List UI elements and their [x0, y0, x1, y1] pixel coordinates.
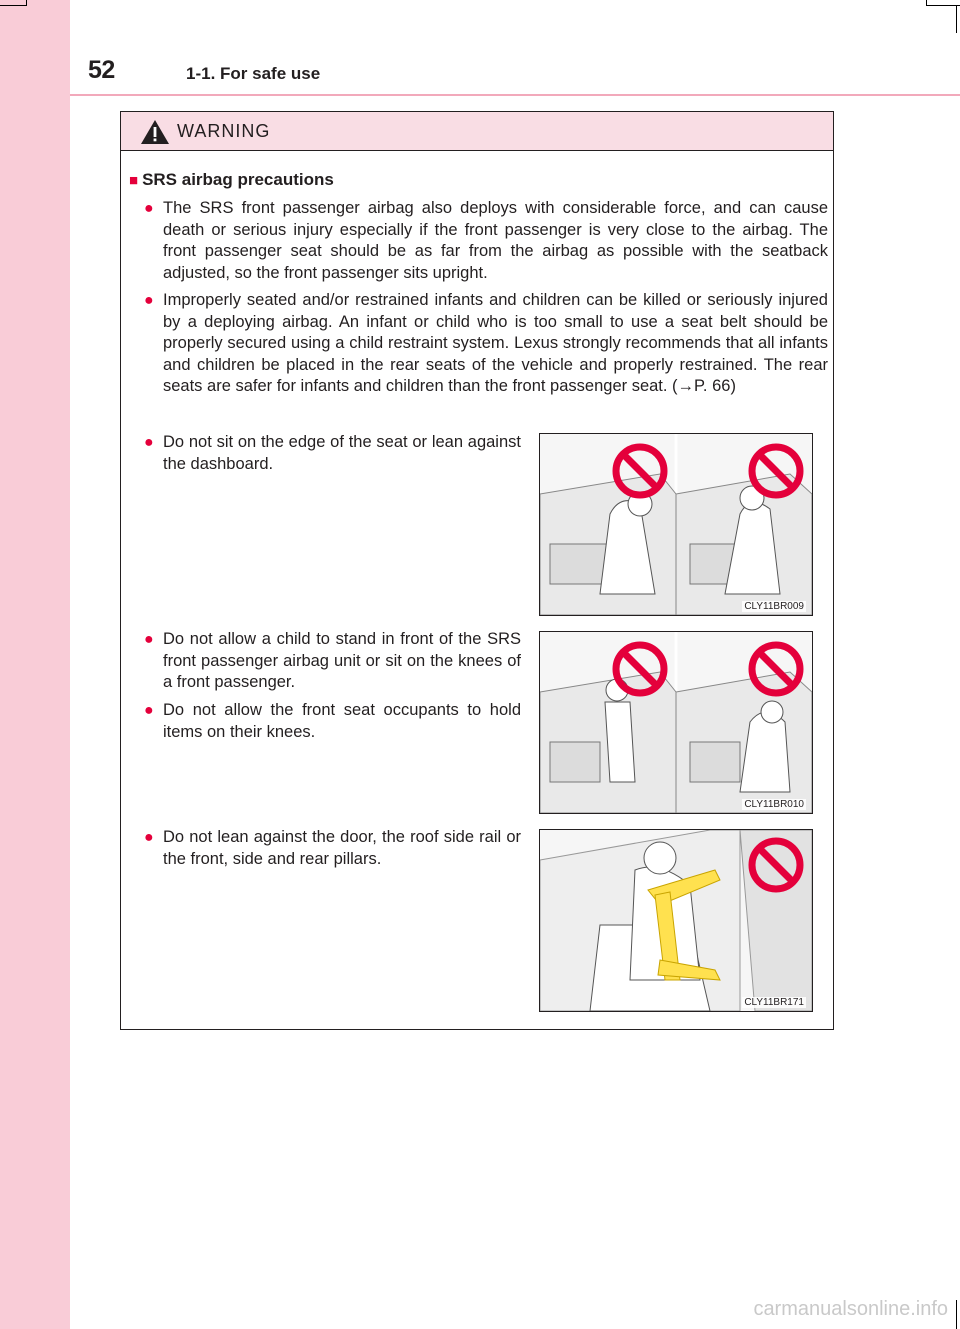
illustration-leaning-door — [539, 829, 813, 1012]
bullet-item — [144, 827, 521, 870]
illustration-code: CLY11BR010 — [744, 799, 804, 810]
bullet-item — [144, 700, 521, 743]
section-title: 1-1. For safe use — [186, 64, 321, 83]
bullet-text: Do not lean against the door, the roof side rail or the front, side and rear pillars. — [163, 828, 521, 868]
illustration-code: CLY11BR009 — [744, 601, 804, 612]
crop-mark — [926, 5, 960, 6]
bullet-text: Improperly seated and/or restrained infants and children can be killed or seriously injured by a deploying airbag. An infant or child who is too small to use a seat belt should be properly secured using a child restraint system. Lexus strongly recommends that all infants and children be placed in the rear seats of the vehicle and properly restrained. The rear seats are safer for infants and children than the front passenger seat. (→P. 66) — [163, 291, 828, 395]
bullet-item — [144, 198, 828, 284]
bullet-dot-icon: ● — [144, 829, 154, 846]
watermark: carmanualsonline.info — [753, 1298, 948, 1320]
illustration-code: CLY11BR171 — [744, 997, 804, 1008]
subhead-text: SRS airbag precautions — [142, 170, 334, 189]
bullet-text: Do not allow the front seat occupants to hold items on their knees. — [163, 701, 521, 741]
header-rule — [70, 94, 960, 96]
bullet-item — [144, 629, 521, 694]
bullet-item — [144, 432, 521, 475]
page-number: 52 — [88, 56, 115, 84]
bullet-text: Do not sit on the edge of the seat or lean against the dashboard. — [163, 433, 521, 473]
warning-triangle-icon — [140, 119, 170, 145]
bullet-text: The SRS front passenger airbag also deploys with considerable force, and can cause death or serious injury especially if the front passenger is very close to the airbag. The front passenger seat should be as far from the airbag as possible with the seatback adjusted, so the front passenger sits upright. — [163, 199, 828, 282]
bullet-item — [144, 290, 828, 398]
bullet-dot-icon: ● — [144, 631, 154, 648]
warning-label: WARNING — [177, 121, 271, 141]
bullet-dot-icon: ● — [144, 434, 154, 451]
bullet-dot-icon: ● — [144, 200, 154, 217]
warning-header — [121, 112, 833, 151]
warning-box — [120, 111, 834, 1030]
bullet-dot-icon: ● — [144, 292, 154, 309]
crop-mark — [956, 5, 957, 33]
crop-mark — [0, 5, 26, 6]
bullet-text: Do not allow a child to stand in front of the SRS front passenger airbag unit or sit on the knees of a front passenger. — [163, 630, 521, 691]
side-band — [0, 0, 70, 1329]
illustration-child-standing — [539, 631, 813, 814]
bullet-dot-icon: ● — [144, 702, 154, 719]
section-subhead — [129, 170, 334, 190]
illustration-leaning-dashboard — [539, 433, 813, 616]
square-bullet-icon: ■ — [129, 172, 139, 189]
crop-mark — [26, 0, 27, 6]
crop-mark — [956, 1300, 957, 1329]
